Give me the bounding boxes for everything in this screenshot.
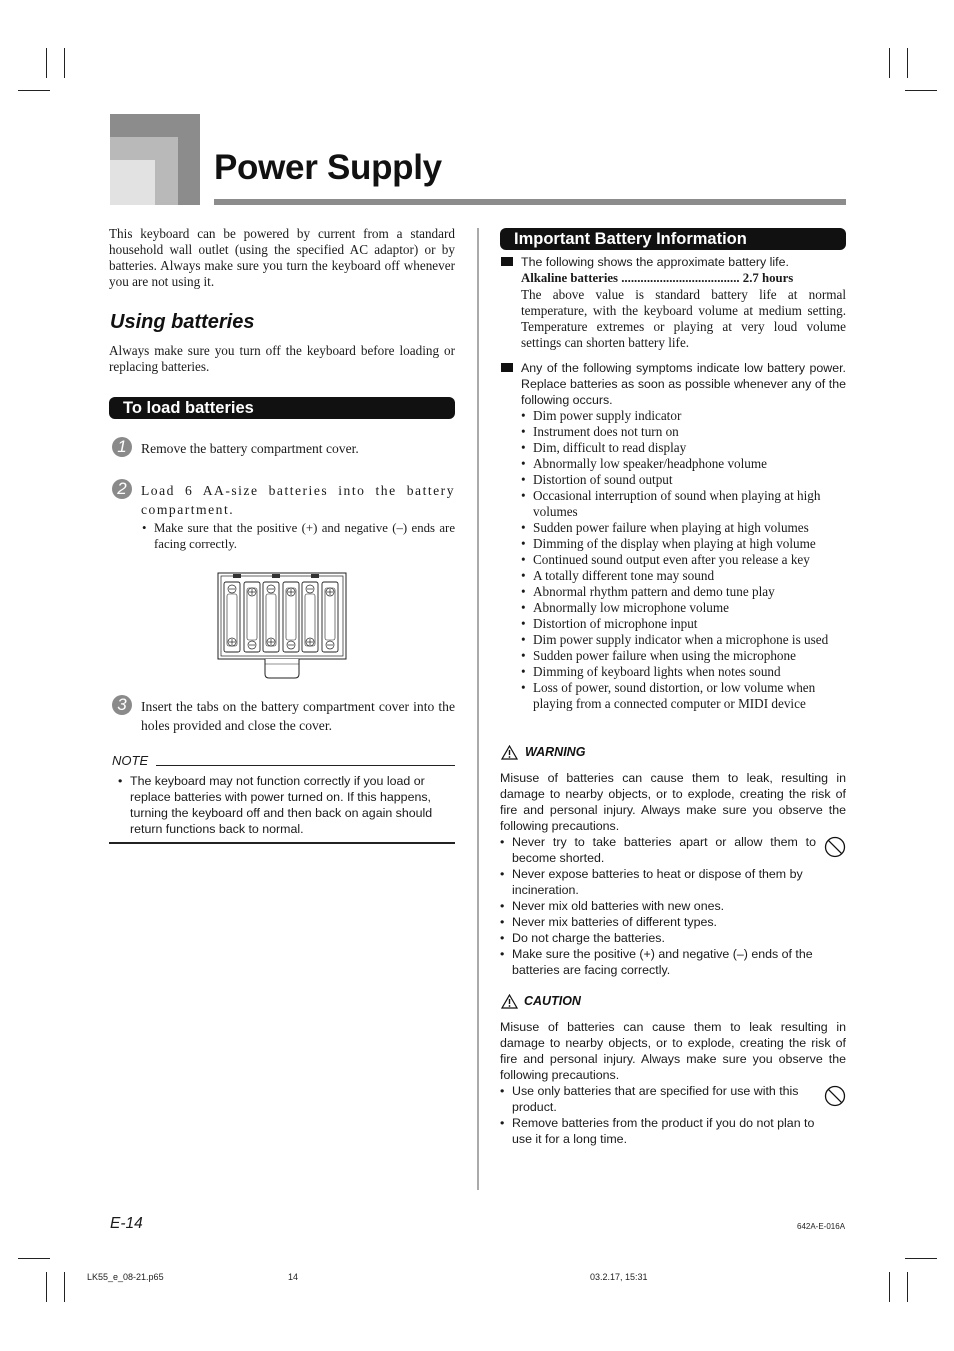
battery-life-label: Alkaline batteries ..................................... 2.7 hours <box>521 271 794 285</box>
step-2-sublist <box>142 520 455 552</box>
symptom-item: • Distortion of microphone input <box>521 616 846 632</box>
symptom-item: • Instrument does not turn on <box>521 424 846 440</box>
using-batteries-heading: Using batteries <box>110 311 255 333</box>
symptom-item: • Dim, difficult to read display <box>521 440 846 456</box>
caution-text: Misuse of batteries can cause them to leak resulting in damage to nearby objects, or to explode, creating the risk of fire and personal injury. Always make sure you observe the following precautions. <box>500 1020 846 1082</box>
symptoms-intro: Any of the following symptoms indicate low battery power. Replace batteries as soon as possible whenever any of the following occurs. <box>521 361 846 407</box>
step-2-text: Load 6 AA-size batteries into the battery compartment. <box>141 483 455 517</box>
step-3-text: Insert the tabs on the battery compartment cover into the holes provided and close the cover. <box>141 699 455 733</box>
symptom-item: • Distortion of sound output <box>521 472 846 488</box>
symptom-item: • Sudden power failure when playing at high volumes <box>521 520 846 536</box>
footer-date: 03.2.17, 15:31 <box>590 1272 648 1282</box>
symptom-item: • Dim power supply indicator <box>521 408 846 424</box>
battery-life-text: The above value is standard battery life at normal temperature, with the keyboard volume at medium setting. Temperature extremes or playing at very loud volume settings can shorten battery life. <box>521 287 846 350</box>
note-bottom-rule <box>109 842 455 844</box>
symptom-item: • Abnormal rhythm pattern and demo tune play <box>521 584 846 600</box>
footer-filename: LK55_e_08-21.p65 <box>87 1272 164 1282</box>
document-code: 642A-E-016A <box>797 1222 846 1231</box>
symptom-item: • Occasional interruption of sound when playing at high volumes <box>521 488 846 520</box>
warning-item: • Never expose batteries to heat or dispose of them by incineration. <box>500 866 816 898</box>
page-number: E-14 <box>110 1215 143 1232</box>
caution-item: • Remove batteries from the product if you do not plan to use it for a long time. <box>500 1115 816 1147</box>
battery-compartment-illustration <box>217 572 347 680</box>
note-top-rule <box>156 765 455 766</box>
step-1-number: 1 <box>112 437 132 457</box>
column-divider <box>477 228 479 1190</box>
warning-triangle-icon <box>501 745 518 760</box>
square-bullet <box>501 363 513 372</box>
note-item: • The keyboard may not function correctly if you load or replace batteries with power turned on. If this happens, turning the keyboard off and then back on again should return functions back to normal. <box>118 773 448 837</box>
step-1-text: Remove the battery compartment cover. <box>141 441 359 456</box>
symptom-item: • Dimming of the display when playing at high volume <box>521 536 846 552</box>
symptom-item: • Dim power supply indicator when a microphone is used <box>521 632 846 648</box>
footer-page: 14 <box>288 1272 299 1282</box>
note-label: NOTE <box>112 753 149 768</box>
caution-triangle-icon <box>501 994 518 1009</box>
symptom-item: • Loss of power, sound distortion, or low volume when playing from a connected computer or MIDI device <box>521 680 846 712</box>
page-title: Power Supply <box>214 148 442 187</box>
note-list <box>118 773 448 837</box>
square-bullet <box>501 257 513 266</box>
warning-item: • Never mix batteries of different types. <box>500 914 816 930</box>
symptom-item: • Dimming of keyboard lights when notes sound <box>521 664 846 680</box>
symptom-item: • Sudden power failure when using the microphone <box>521 648 846 664</box>
symptom-item: • Continued sound output even after you release a key <box>521 552 846 568</box>
warning-list <box>500 834 816 978</box>
symptom-item: • Abnormally low microphone volume <box>521 600 846 616</box>
step-2-number: 2 <box>112 479 132 499</box>
caution-list <box>500 1083 816 1147</box>
to-load-batteries-heading: To load batteries <box>109 397 455 419</box>
step-3-number: 3 <box>112 695 132 715</box>
caution-label: CAUTION <box>524 994 581 1008</box>
warning-item: • Never try to take batteries apart or allow them to become shorted. <box>500 834 816 866</box>
intro-paragraph: This keyboard can be powered by current from a standard household wall outlet (using the specified AC adaptor) or by batteries. Always make sure you turn the keyboard off whenever you are not using it. <box>109 226 455 289</box>
warning-item: • Make sure the positive (+) and negative (–) ends of the batteries are facing correctly. <box>500 946 816 978</box>
symptom-item: • A totally different tone may sound <box>521 568 846 584</box>
symptoms-list <box>521 408 846 712</box>
warning-label: WARNING <box>525 745 586 759</box>
prohibited-icon <box>824 836 846 858</box>
using-batteries-text: Always make sure you turn off the keyboard before loading or replacing batteries. <box>109 343 455 374</box>
prohibited-icon <box>824 1085 846 1107</box>
step-2-subitem: • Make sure that the positive (+) and negative (–) ends are facing correctly. <box>142 520 455 552</box>
warning-text: Misuse of batteries can cause them to leak, resulting in damage to nearby objects, or to explode, creating the risk of fire and personal injury. Always make sure you observe the following precautions. <box>500 771 846 833</box>
battery-life-intro: The following shows the approximate battery life. <box>521 255 789 269</box>
warning-item: • Do not charge the batteries. <box>500 930 816 946</box>
warning-item: • Never mix old batteries with new ones. <box>500 898 816 914</box>
caution-item: • Use only batteries that are specified for use with this product. <box>500 1083 816 1115</box>
symptom-item: • Abnormally low speaker/headphone volume <box>521 456 846 472</box>
battery-info-heading: Important Battery Information <box>500 228 846 250</box>
